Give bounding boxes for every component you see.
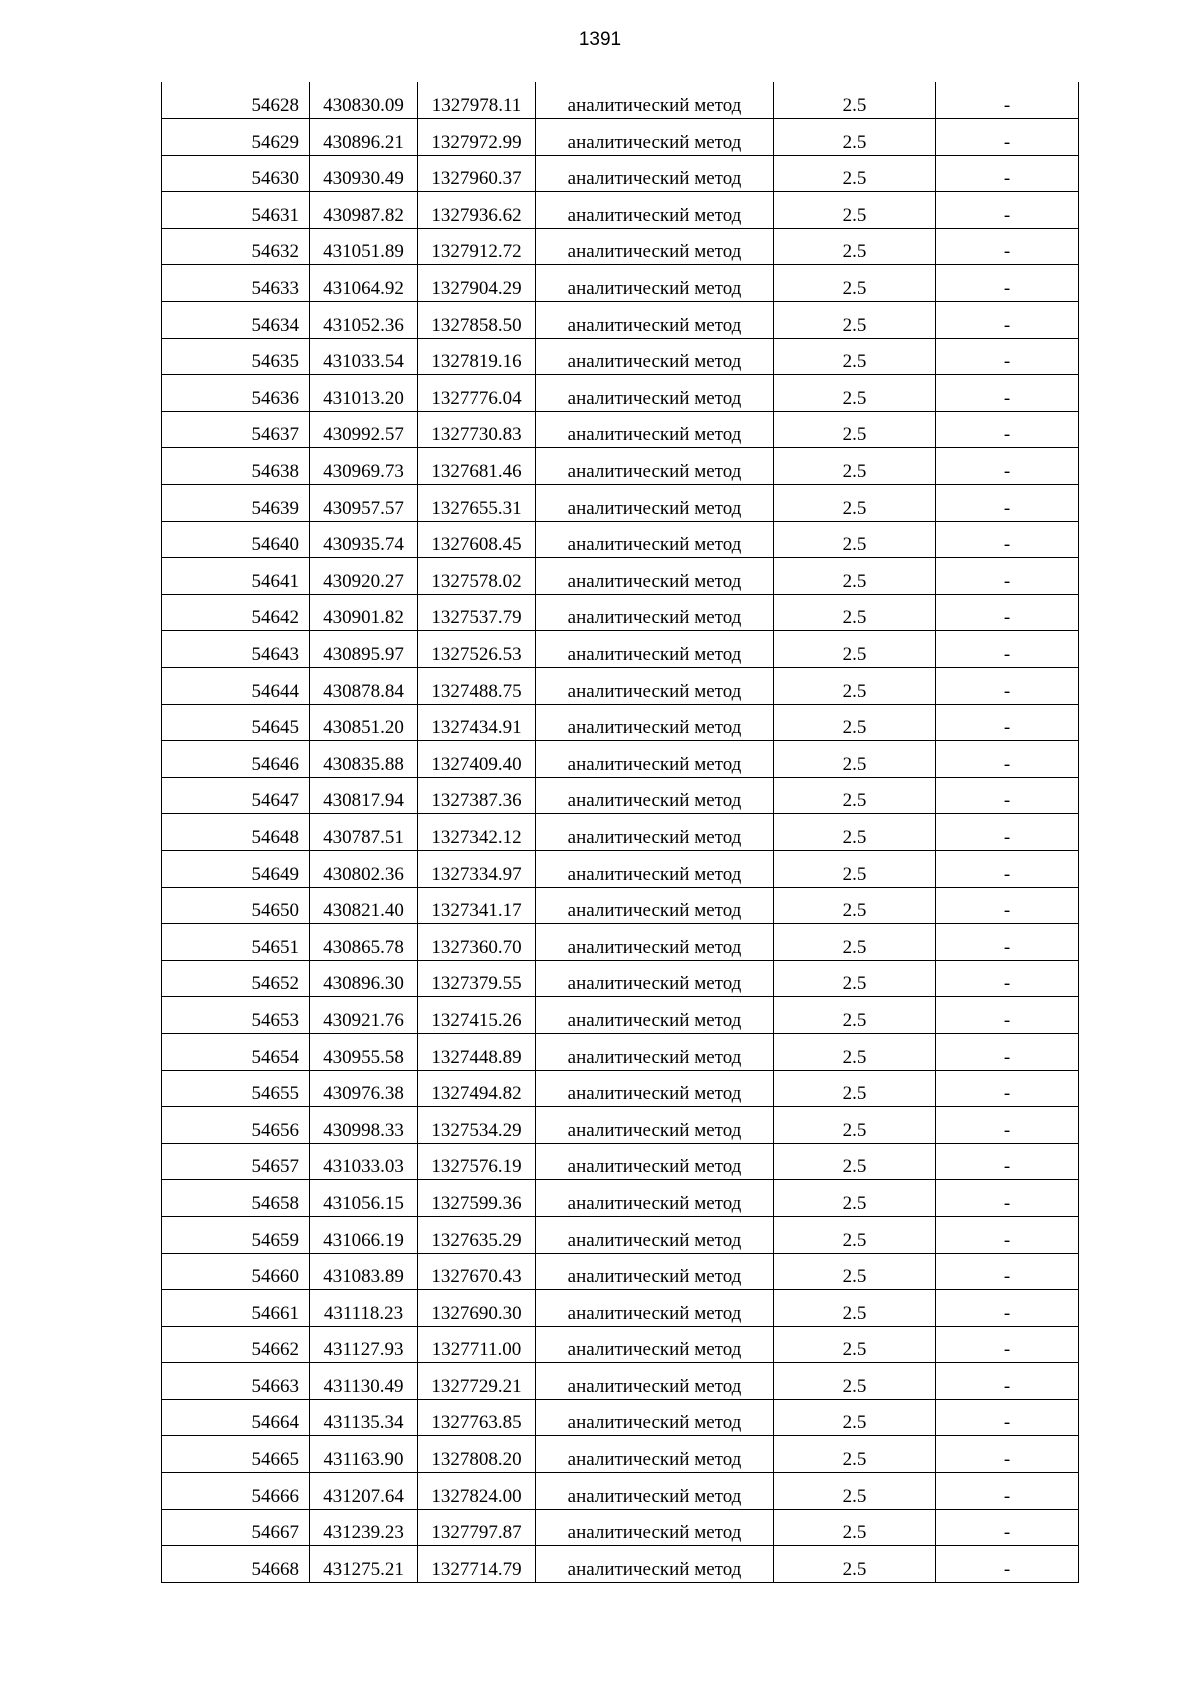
note-cell: - (936, 448, 1079, 485)
table-row (162, 448, 1079, 485)
x-coordinate-cell: 430817.94 (310, 777, 418, 814)
y-coordinate-cell: 1327819.16 (418, 338, 536, 375)
accuracy-cell: 2.5 (774, 960, 936, 997)
method-cell: аналитический метод (536, 887, 774, 924)
table-row (162, 1326, 1079, 1363)
note-cell: - (936, 228, 1079, 265)
accuracy-cell: 2.5 (774, 302, 936, 339)
method-cell: аналитический метод (536, 960, 774, 997)
point-number-cell: 54651 (162, 924, 310, 961)
point-number-cell: 54633 (162, 265, 310, 302)
point-number-cell: 54664 (162, 1399, 310, 1436)
y-coordinate-cell: 1327576.19 (418, 1143, 536, 1180)
table-row (162, 850, 1079, 887)
point-number-cell: 54666 (162, 1473, 310, 1510)
x-coordinate-cell: 431051.89 (310, 228, 418, 265)
x-coordinate-cell: 431083.89 (310, 1253, 418, 1290)
note-cell: - (936, 302, 1079, 339)
method-cell: аналитический метод (536, 119, 774, 156)
method-cell: аналитический метод (536, 411, 774, 448)
method-cell: аналитический метод (536, 1033, 774, 1070)
note-cell: - (936, 265, 1079, 302)
y-coordinate-cell: 1327670.43 (418, 1253, 536, 1290)
note-cell: - (936, 411, 1079, 448)
y-coordinate-cell: 1327578.02 (418, 558, 536, 595)
note-cell: - (936, 631, 1079, 668)
x-coordinate-cell: 430969.73 (310, 448, 418, 485)
note-cell: - (936, 1253, 1079, 1290)
y-coordinate-cell: 1327537.79 (418, 594, 536, 631)
method-cell: аналитический метод (536, 485, 774, 522)
table-row (162, 704, 1079, 741)
table-row (162, 1436, 1079, 1473)
method-cell: аналитический метод (536, 155, 774, 192)
method-cell: аналитический метод (536, 1546, 774, 1583)
accuracy-cell: 2.5 (774, 887, 936, 924)
accuracy-cell: 2.5 (774, 741, 936, 778)
x-coordinate-cell: 431064.92 (310, 265, 418, 302)
point-number-cell: 54636 (162, 375, 310, 412)
y-coordinate-cell: 1327526.53 (418, 631, 536, 668)
table-row (162, 1107, 1079, 1144)
accuracy-cell: 2.5 (774, 924, 936, 961)
method-cell: аналитический метод (536, 668, 774, 705)
accuracy-cell: 2.5 (774, 265, 936, 302)
point-number-cell: 54665 (162, 1436, 310, 1473)
accuracy-cell: 2.5 (774, 1033, 936, 1070)
y-coordinate-cell: 1327960.37 (418, 155, 536, 192)
method-cell: аналитический метод (536, 448, 774, 485)
table-row (162, 265, 1079, 302)
method-cell: аналитический метод (536, 375, 774, 412)
accuracy-cell: 2.5 (774, 82, 936, 119)
accuracy-cell: 2.5 (774, 1070, 936, 1107)
method-cell: аналитический метод (536, 1216, 774, 1253)
x-coordinate-cell: 431013.20 (310, 375, 418, 412)
table-row (162, 631, 1079, 668)
y-coordinate-cell: 1327341.17 (418, 887, 536, 924)
method-cell: аналитический метод (536, 228, 774, 265)
point-number-cell: 54640 (162, 521, 310, 558)
note-cell: - (936, 704, 1079, 741)
table-row (162, 777, 1079, 814)
table-row (162, 741, 1079, 778)
accuracy-cell: 2.5 (774, 1363, 936, 1400)
point-number-cell: 54657 (162, 1143, 310, 1180)
y-coordinate-cell: 1327714.79 (418, 1546, 536, 1583)
note-cell: - (936, 1290, 1079, 1327)
table-row (162, 302, 1079, 339)
method-cell: аналитический метод (536, 814, 774, 851)
point-number-cell: 54662 (162, 1326, 310, 1363)
accuracy-cell: 2.5 (774, 155, 936, 192)
point-number-cell: 54658 (162, 1180, 310, 1217)
y-coordinate-cell: 1327729.21 (418, 1363, 536, 1400)
x-coordinate-cell: 431163.90 (310, 1436, 418, 1473)
note-cell: - (936, 1436, 1079, 1473)
point-number-cell: 54667 (162, 1509, 310, 1546)
accuracy-cell: 2.5 (774, 1436, 936, 1473)
y-coordinate-cell: 1327681.46 (418, 448, 536, 485)
point-number-cell: 54650 (162, 887, 310, 924)
table-row (162, 924, 1079, 961)
table-row (162, 1033, 1079, 1070)
y-coordinate-cell: 1327808.20 (418, 1436, 536, 1473)
accuracy-cell: 2.5 (774, 1290, 936, 1327)
x-coordinate-cell: 430935.74 (310, 521, 418, 558)
accuracy-cell: 2.5 (774, 631, 936, 668)
accuracy-cell: 2.5 (774, 375, 936, 412)
point-number-cell: 54647 (162, 777, 310, 814)
x-coordinate-cell: 430921.76 (310, 997, 418, 1034)
x-coordinate-cell: 430895.97 (310, 631, 418, 668)
point-number-cell: 54628 (162, 82, 310, 119)
x-coordinate-cell: 430920.27 (310, 558, 418, 595)
method-cell: аналитический метод (536, 558, 774, 595)
table-row (162, 155, 1079, 192)
x-coordinate-cell: 431066.19 (310, 1216, 418, 1253)
x-coordinate-cell: 431056.15 (310, 1180, 418, 1217)
method-cell: аналитический метод (536, 1399, 774, 1436)
note-cell: - (936, 375, 1079, 412)
point-number-cell: 54630 (162, 155, 310, 192)
note-cell: - (936, 338, 1079, 375)
y-coordinate-cell: 1327972.99 (418, 119, 536, 156)
accuracy-cell: 2.5 (774, 814, 936, 851)
note-cell: - (936, 485, 1079, 522)
point-number-cell: 54645 (162, 704, 310, 741)
accuracy-cell: 2.5 (774, 850, 936, 887)
accuracy-cell: 2.5 (774, 448, 936, 485)
x-coordinate-cell: 430787.51 (310, 814, 418, 851)
accuracy-cell: 2.5 (774, 1509, 936, 1546)
y-coordinate-cell: 1327730.83 (418, 411, 536, 448)
y-coordinate-cell: 1327379.55 (418, 960, 536, 997)
accuracy-cell: 2.5 (774, 777, 936, 814)
y-coordinate-cell: 1327978.11 (418, 82, 536, 119)
accuracy-cell: 2.5 (774, 119, 936, 156)
point-number-cell: 54635 (162, 338, 310, 375)
note-cell: - (936, 924, 1079, 961)
table-row (162, 1509, 1079, 1546)
x-coordinate-cell: 431052.36 (310, 302, 418, 339)
table-row (162, 82, 1079, 119)
x-coordinate-cell: 430998.33 (310, 1107, 418, 1144)
accuracy-cell: 2.5 (774, 1473, 936, 1510)
y-coordinate-cell: 1327690.30 (418, 1290, 536, 1327)
point-number-cell: 54644 (162, 668, 310, 705)
note-cell: - (936, 1326, 1079, 1363)
y-coordinate-cell: 1327494.82 (418, 1070, 536, 1107)
accuracy-cell: 2.5 (774, 668, 936, 705)
note-cell: - (936, 777, 1079, 814)
method-cell: аналитический метод (536, 521, 774, 558)
y-coordinate-cell: 1327342.12 (418, 814, 536, 851)
x-coordinate-cell: 431275.21 (310, 1546, 418, 1583)
table-row (162, 228, 1079, 265)
point-number-cell: 54634 (162, 302, 310, 339)
point-number-cell: 54655 (162, 1070, 310, 1107)
accuracy-cell: 2.5 (774, 1143, 936, 1180)
point-number-cell: 54648 (162, 814, 310, 851)
method-cell: аналитический метод (536, 850, 774, 887)
accuracy-cell: 2.5 (774, 704, 936, 741)
table-row (162, 594, 1079, 631)
y-coordinate-cell: 1327434.91 (418, 704, 536, 741)
y-coordinate-cell: 1327711.00 (418, 1326, 536, 1363)
x-coordinate-cell: 430851.20 (310, 704, 418, 741)
method-cell: аналитический метод (536, 1509, 774, 1546)
y-coordinate-cell: 1327387.36 (418, 777, 536, 814)
point-number-cell: 54656 (162, 1107, 310, 1144)
point-number-cell: 54649 (162, 850, 310, 887)
note-cell: - (936, 1070, 1079, 1107)
accuracy-cell: 2.5 (774, 594, 936, 631)
point-number-cell: 54663 (162, 1363, 310, 1400)
y-coordinate-cell: 1327858.50 (418, 302, 536, 339)
accuracy-cell: 2.5 (774, 1216, 936, 1253)
y-coordinate-cell: 1327635.29 (418, 1216, 536, 1253)
accuracy-cell: 2.5 (774, 1253, 936, 1290)
table-row (162, 485, 1079, 522)
coordinates-table-body (162, 82, 1079, 1582)
note-cell: - (936, 1399, 1079, 1436)
accuracy-cell: 2.5 (774, 1180, 936, 1217)
table-row (162, 814, 1079, 851)
note-cell: - (936, 1363, 1079, 1400)
method-cell: аналитический метод (536, 1290, 774, 1327)
table-row (162, 1399, 1079, 1436)
y-coordinate-cell: 1327488.75 (418, 668, 536, 705)
method-cell: аналитический метод (536, 265, 774, 302)
point-number-cell: 54661 (162, 1290, 310, 1327)
note-cell: - (936, 558, 1079, 595)
method-cell: аналитический метод (536, 1143, 774, 1180)
note-cell: - (936, 1033, 1079, 1070)
note-cell: - (936, 155, 1079, 192)
y-coordinate-cell: 1327912.72 (418, 228, 536, 265)
accuracy-cell: 2.5 (774, 192, 936, 229)
note-cell: - (936, 1107, 1079, 1144)
accuracy-cell: 2.5 (774, 411, 936, 448)
table-row (162, 1363, 1079, 1400)
x-coordinate-cell: 430896.30 (310, 960, 418, 997)
table-row (162, 192, 1079, 229)
x-coordinate-cell: 430878.84 (310, 668, 418, 705)
page-number: 1391 (578, 29, 622, 50)
table-row (162, 411, 1079, 448)
note-cell: - (936, 192, 1079, 229)
point-number-cell: 54629 (162, 119, 310, 156)
method-cell: аналитический метод (536, 1070, 774, 1107)
x-coordinate-cell: 430802.36 (310, 850, 418, 887)
x-coordinate-cell: 431130.49 (310, 1363, 418, 1400)
table-row (162, 1180, 1079, 1217)
table-row (162, 338, 1079, 375)
x-coordinate-cell: 430896.21 (310, 119, 418, 156)
x-coordinate-cell: 430987.82 (310, 192, 418, 229)
note-cell: - (936, 1546, 1079, 1583)
note-cell: - (936, 119, 1079, 156)
table-row (162, 1143, 1079, 1180)
point-number-cell: 54653 (162, 997, 310, 1034)
table-row (162, 668, 1079, 705)
y-coordinate-cell: 1327360.70 (418, 924, 536, 961)
y-coordinate-cell: 1327599.36 (418, 1180, 536, 1217)
point-number-cell: 54638 (162, 448, 310, 485)
method-cell: аналитический метод (536, 1436, 774, 1473)
coordinates-table (161, 82, 1079, 1583)
accuracy-cell: 2.5 (774, 1326, 936, 1363)
point-number-cell: 54642 (162, 594, 310, 631)
table-row (162, 960, 1079, 997)
point-number-cell: 54637 (162, 411, 310, 448)
accuracy-cell: 2.5 (774, 228, 936, 265)
y-coordinate-cell: 1327448.89 (418, 1033, 536, 1070)
x-coordinate-cell: 431127.93 (310, 1326, 418, 1363)
table-row (162, 997, 1079, 1034)
x-coordinate-cell: 431118.23 (310, 1290, 418, 1327)
note-cell: - (936, 850, 1079, 887)
point-number-cell: 54660 (162, 1253, 310, 1290)
method-cell: аналитический метод (536, 1107, 774, 1144)
point-number-cell: 54668 (162, 1546, 310, 1583)
point-number-cell: 54652 (162, 960, 310, 997)
x-coordinate-cell: 430821.40 (310, 887, 418, 924)
table-row (162, 521, 1079, 558)
table-row (162, 887, 1079, 924)
y-coordinate-cell: 1327608.45 (418, 521, 536, 558)
x-coordinate-cell: 431033.54 (310, 338, 418, 375)
accuracy-cell: 2.5 (774, 338, 936, 375)
point-number-cell: 54631 (162, 192, 310, 229)
x-coordinate-cell: 430957.57 (310, 485, 418, 522)
table-row (162, 119, 1079, 156)
method-cell: аналитический метод (536, 338, 774, 375)
accuracy-cell: 2.5 (774, 1399, 936, 1436)
x-coordinate-cell: 431239.23 (310, 1509, 418, 1546)
table-row (162, 1253, 1079, 1290)
accuracy-cell: 2.5 (774, 1546, 936, 1583)
method-cell: аналитический метод (536, 704, 774, 741)
accuracy-cell: 2.5 (774, 1107, 936, 1144)
method-cell: аналитический метод (536, 594, 774, 631)
accuracy-cell: 2.5 (774, 558, 936, 595)
note-cell: - (936, 960, 1079, 997)
point-number-cell: 54659 (162, 1216, 310, 1253)
point-number-cell: 54646 (162, 741, 310, 778)
note-cell: - (936, 741, 1079, 778)
x-coordinate-cell: 430992.57 (310, 411, 418, 448)
x-coordinate-cell: 430830.09 (310, 82, 418, 119)
method-cell: аналитический метод (536, 1326, 774, 1363)
table-row (162, 1070, 1079, 1107)
x-coordinate-cell: 431033.03 (310, 1143, 418, 1180)
note-cell: - (936, 1143, 1079, 1180)
note-cell: - (936, 521, 1079, 558)
x-coordinate-cell: 430976.38 (310, 1070, 418, 1107)
method-cell: аналитический метод (536, 1180, 774, 1217)
point-number-cell: 54632 (162, 228, 310, 265)
note-cell: - (936, 594, 1079, 631)
note-cell: - (936, 1473, 1079, 1510)
x-coordinate-cell: 430901.82 (310, 594, 418, 631)
y-coordinate-cell: 1327763.85 (418, 1399, 536, 1436)
method-cell: аналитический метод (536, 631, 774, 668)
point-number-cell: 54641 (162, 558, 310, 595)
table-row (162, 1216, 1079, 1253)
method-cell: аналитический метод (536, 777, 774, 814)
y-coordinate-cell: 1327334.97 (418, 850, 536, 887)
note-cell: - (936, 1216, 1079, 1253)
note-cell: - (936, 814, 1079, 851)
note-cell: - (936, 997, 1079, 1034)
y-coordinate-cell: 1327776.04 (418, 375, 536, 412)
note-cell: - (936, 82, 1079, 119)
x-coordinate-cell: 430955.58 (310, 1033, 418, 1070)
y-coordinate-cell: 1327415.26 (418, 997, 536, 1034)
accuracy-cell: 2.5 (774, 485, 936, 522)
x-coordinate-cell: 430930.49 (310, 155, 418, 192)
y-coordinate-cell: 1327534.29 (418, 1107, 536, 1144)
x-coordinate-cell: 431135.34 (310, 1399, 418, 1436)
method-cell: аналитический метод (536, 1363, 774, 1400)
table-row (162, 375, 1079, 412)
y-coordinate-cell: 1327904.29 (418, 265, 536, 302)
note-cell: - (936, 1180, 1079, 1217)
table-row (162, 558, 1079, 595)
point-number-cell: 54643 (162, 631, 310, 668)
accuracy-cell: 2.5 (774, 521, 936, 558)
note-cell: - (936, 1509, 1079, 1546)
x-coordinate-cell: 431207.64 (310, 1473, 418, 1510)
table-row (162, 1290, 1079, 1327)
method-cell: аналитический метод (536, 302, 774, 339)
method-cell: аналитический метод (536, 82, 774, 119)
note-cell: - (936, 887, 1079, 924)
y-coordinate-cell: 1327655.31 (418, 485, 536, 522)
y-coordinate-cell: 1327409.40 (418, 741, 536, 778)
method-cell: аналитический метод (536, 1253, 774, 1290)
y-coordinate-cell: 1327797.87 (418, 1509, 536, 1546)
point-number-cell: 54639 (162, 485, 310, 522)
method-cell: аналитический метод (536, 192, 774, 229)
method-cell: аналитический метод (536, 924, 774, 961)
x-coordinate-cell: 430835.88 (310, 741, 418, 778)
note-cell: - (936, 668, 1079, 705)
y-coordinate-cell: 1327824.00 (418, 1473, 536, 1510)
y-coordinate-cell: 1327936.62 (418, 192, 536, 229)
table-row (162, 1546, 1079, 1583)
method-cell: аналитический метод (536, 997, 774, 1034)
accuracy-cell: 2.5 (774, 997, 936, 1034)
point-number-cell: 54654 (162, 1033, 310, 1070)
x-coordinate-cell: 430865.78 (310, 924, 418, 961)
method-cell: аналитический метод (536, 1473, 774, 1510)
method-cell: аналитический метод (536, 741, 774, 778)
table-row (162, 1473, 1079, 1510)
